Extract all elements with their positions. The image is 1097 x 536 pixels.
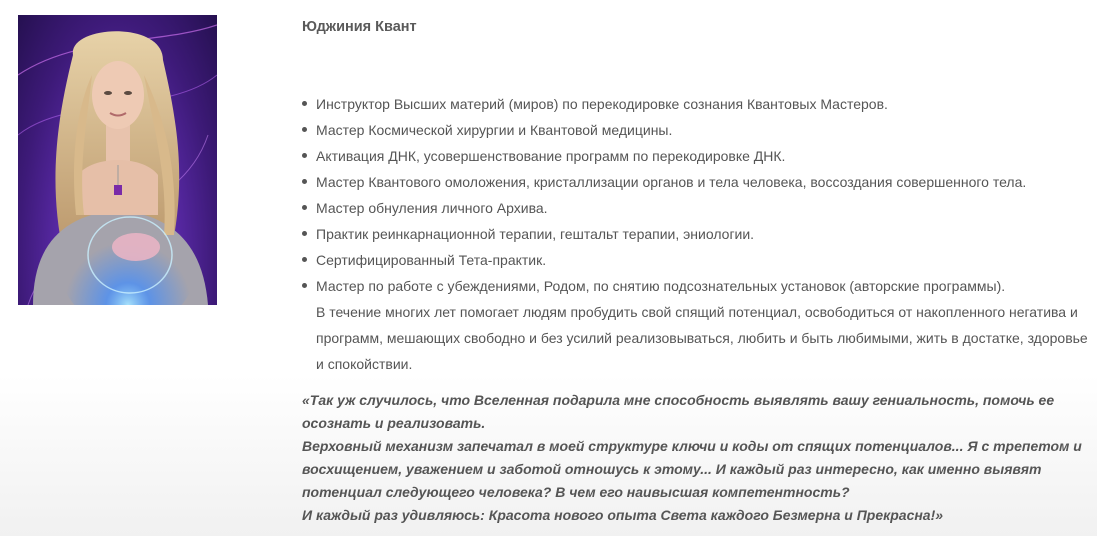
list-item: Мастер Квантового омоложения, кристаллизации органов и тела человека, воссоздания совершенного тела. <box>316 169 1092 195</box>
list-item: Мастер обнуления личного Архива. <box>316 195 1092 221</box>
profile-photo <box>18 15 217 305</box>
qualifications-list <box>302 91 1092 377</box>
list-item-continuation: В течение многих лет помогает людям пробудить свой спящий потенциал, освободиться от накопленного негатива и программ, мешающих свободно и без усилий реализовываться, любить и быть любимыми, жить в достатке, здоровье и спокойствии. <box>316 304 1088 372</box>
quote-paragraph-2: Верховный механизм запечатал в моей структуре ключи и коды от спящих потенциалов... Я с трепетом и восхищением, уважением и заботой отношусь к этому... И каждый раз интересно, как именно выявят потенциал следующего человека? В чем его наивысшая компетентность? <box>302 438 1082 500</box>
portrait-illustration <box>18 15 217 305</box>
person-name: Юджиния Квант <box>302 19 417 35</box>
list-item: Практик реинкарнационной терапии, гештальт терапии, эниологии. <box>316 221 1092 247</box>
quote-block <box>302 389 1082 527</box>
quote-paragraph-3: И каждый раз удивляюсь: Красота нового опыта Света каждого Безмерна и Прекрасна!» <box>302 507 944 523</box>
list-item: Мастер Космической хирургии и Квантовой медицины. <box>316 117 1092 143</box>
list-item: Сертифицированный Тета-практик. <box>316 247 1092 273</box>
list-item: Активация ДНК, усовершенствование программ по перекодировке ДНК. <box>316 143 1092 169</box>
list-item-last <box>316 273 1092 377</box>
list-item: Инструктор Высших материй (миров) по перекодировке сознания Квантовых Мастеров. <box>316 91 1092 117</box>
list-item-text: Мастер по работе с убеждениями, Родом, по снятию подсознательных установок (авторские программы). <box>316 278 1006 294</box>
quote-paragraph-1: «Так уж случилось, что Вселенная подарила мне способность выявлять вашу гениальность, помочь ее осознать и реализовать. <box>302 392 1055 431</box>
